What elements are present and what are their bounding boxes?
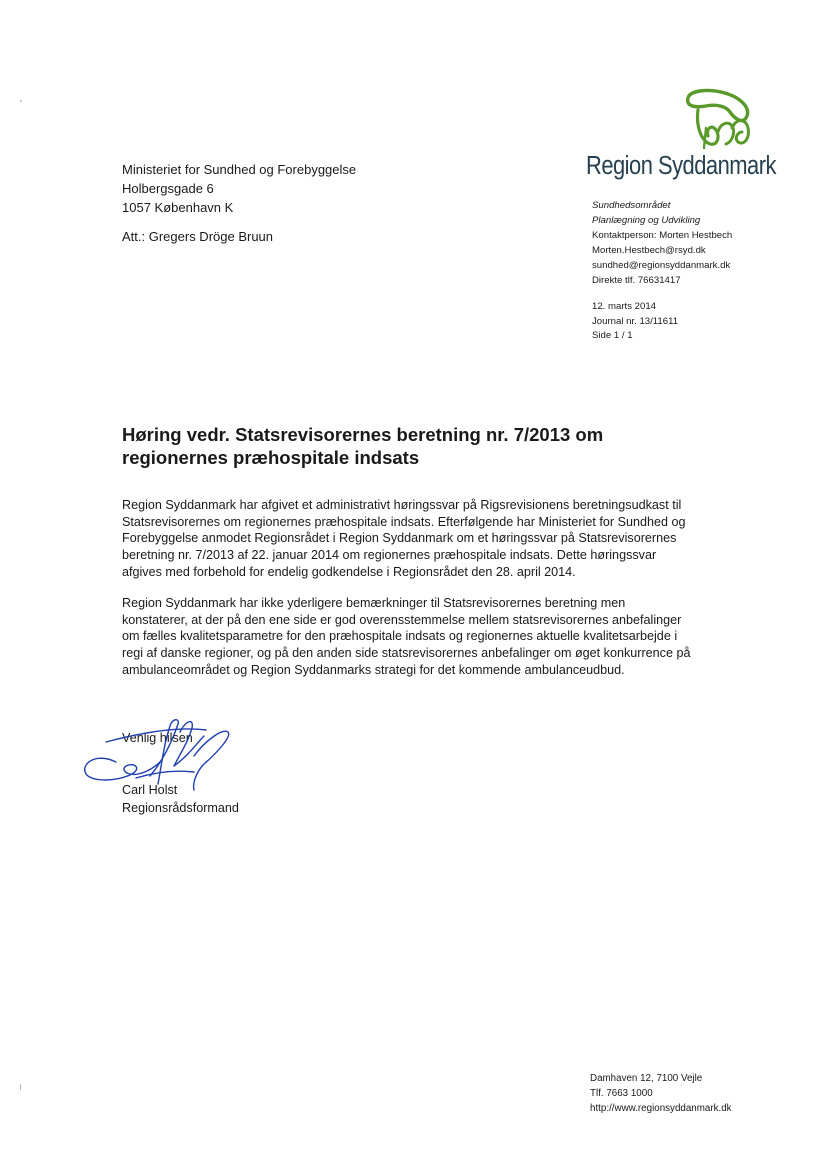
sender-department: Sundhedsområdet bbox=[592, 200, 671, 211]
scan-speck bbox=[20, 1084, 21, 1090]
heading-line: regionernes præhospitale indsats bbox=[122, 447, 420, 468]
attention-line: Att.: Gregers Dröge Bruun bbox=[122, 229, 274, 244]
signer-block bbox=[122, 781, 239, 817]
body-line: Forebyggelse anmodet Regionsrådet i Region Syddanmark om et høringssvar på Statsrevisorernes bbox=[122, 531, 677, 546]
body-line: afgives med forbehold for endelig godkendelse i Regionsrådet den 28. april 2014. bbox=[122, 564, 576, 579]
region-syddanmark-logo-mark-icon bbox=[676, 88, 756, 160]
body-line: Region Syddanmark har afgivet et administrativt høringssvar på Rigsrevisionens beretningsudkast til bbox=[122, 498, 682, 512]
scan-speck bbox=[20, 100, 22, 102]
body-line: Region Syddanmark har ikke yderligere bemærkninger til Statsrevisorernes beretning men bbox=[122, 596, 626, 610]
letter-heading bbox=[122, 423, 682, 469]
signer-title: Regionsrådsformand bbox=[122, 801, 239, 815]
sender-info bbox=[592, 198, 732, 288]
body-line: regi af danske regioner, og på den anden side statsrevisorernes anbefalinger om øget konkurrence på bbox=[122, 646, 691, 661]
recipient-line: 1057 København K bbox=[122, 200, 234, 215]
recipient-line: Ministeriet for Sundhed og Forebyggelse bbox=[122, 162, 357, 177]
body-line: konstaterer, at der på den ene side er god overensstemmelse mellem statsrevisorernes anbefalinger bbox=[122, 612, 682, 627]
journal-number: Journal nr. 13/11611 bbox=[592, 315, 679, 327]
letter-date: 12. marts 2014 bbox=[592, 301, 656, 312]
recipient-address bbox=[122, 160, 356, 217]
body-paragraph-2 bbox=[122, 595, 722, 679]
footer-phone: Tlf. 7663 1000 bbox=[590, 1088, 653, 1099]
page-number: Side 1 / 1 bbox=[592, 330, 633, 341]
footer-contact bbox=[590, 1071, 732, 1116]
heading-line: Høring vedr. Statsrevisorernes beretning nr. 7/2013 om bbox=[122, 424, 604, 445]
footer-address: Damhaven 12, 7100 Vejle bbox=[590, 1073, 703, 1084]
logo-wordmark: Region Syddanmark bbox=[586, 152, 776, 180]
footer-website-link[interactable]: http://www.regionsyddanmark.dk bbox=[590, 1103, 732, 1114]
recipient-line: Holbergsgade 6 bbox=[122, 181, 214, 196]
body-line: beretning nr. 7/2013 af 22. januar 2014 om regionernes præhospitale indsats. Dette høringssvar bbox=[122, 548, 657, 563]
sender-email[interactable]: Morten.Hestbech@rsyd.dk bbox=[592, 245, 706, 256]
body-line: ambulanceområdet og Region Syddanmarks strategi for det kommende ambulanceudbud. bbox=[122, 662, 625, 677]
signer-name: Carl Holst bbox=[122, 783, 178, 797]
body-line: om fælles kvalitetsparametre for den præhospitale indsats og regionernes aktuelle kvalitetsarbejde i bbox=[122, 629, 678, 644]
sender-general-email[interactable]: sundhed@regionsyddanmark.dk bbox=[592, 260, 731, 271]
body-line: Statsrevisorernes om regionernes præhospitale indsats. Efterfølgende har Ministeriet for Sundhed og bbox=[122, 514, 686, 529]
letter-meta bbox=[592, 300, 678, 344]
sender-contact: Kontaktperson: Morten Hestbech bbox=[592, 230, 733, 241]
sender-unit: Planlægning og Udvikling bbox=[592, 215, 701, 226]
body-paragraph-1 bbox=[122, 497, 722, 581]
closing-greeting: Venlig hilsen bbox=[122, 731, 193, 745]
sender-phone: Direkte tlf. 76631417 bbox=[592, 275, 681, 286]
